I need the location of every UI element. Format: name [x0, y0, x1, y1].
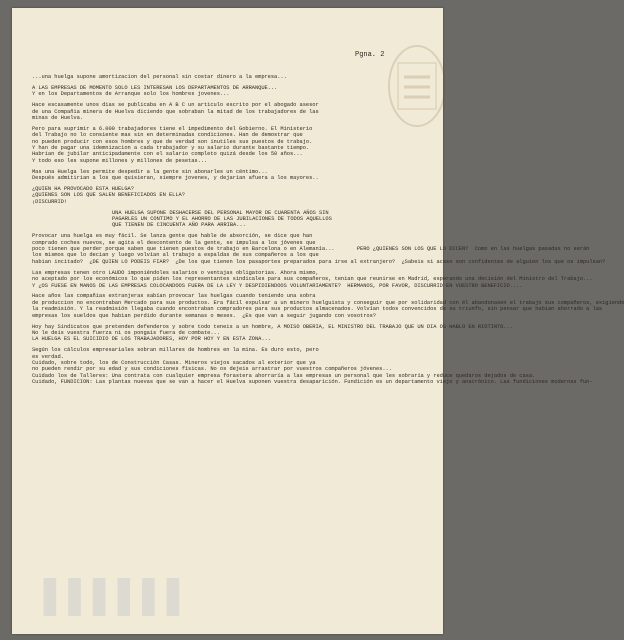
text-line: los mismos que lo decian y luego volvían al trabajo a espaldas de sus compañeros a los que: [32, 252, 319, 259]
text-line: PAGARLES UN CONTIMO Y EL AHORRO DE LAS JUBILACIONES DE TODOS AQUELLOS: [112, 216, 332, 223]
text-line: Cuidado, sobre todo, los de Construcción Casas. Mineros viejos sacados al exterior que ya: [32, 359, 316, 366]
text-line: ¿QUIENES SON LOS QUE SALEN BENEFICIADOS EN ELLA?: [32, 192, 185, 199]
text-line: minas de Huelva.: [32, 114, 83, 121]
text-line: Y han de pagar una idemnizacion a cada trabajador y su salario durante bastante tiempo.: [32, 145, 310, 152]
document-body: [32, 74, 624, 386]
text-line: no pueden producir con esos hombres y que de verdad son inutiles sus puestos de trabajo.: [32, 138, 313, 145]
text-line: ¡DISCURRID!: [32, 198, 68, 205]
text-line: de una Compañia minera de Huelva diciendo que sobraban la mitad de los trabajadores de las: [32, 108, 319, 115]
text-line: QUE TIENEN DE CINCUENTA AÑO PARA ARRIBA...: [112, 222, 246, 229]
paragraph: [32, 85, 434, 98]
text-line: Hace años las compañias extranjeras sabían provocar las huelgas cuando teniendo una sobra: [32, 293, 316, 300]
text-line: Pero para suprimir a 6.000 trabajadores tiene el impedimento del Gobierno. El Ministerio: [32, 125, 313, 132]
document-page: [12, 8, 624, 634]
paragraph: [32, 126, 434, 164]
page-number: Pgna. 2: [355, 51, 385, 59]
text-line: Según los cálculos empresariales sobran millares de hombres en la mina. Es duro esto, pero: [32, 347, 319, 354]
text-line: Las empresas tenen otro LAUDO imponiéndoles salarios o ventajas obligatorias. Ahora mismo,: [32, 269, 319, 276]
text-line: Mas una Huelga les permite despedir a la gente sin abonarles un céntimo...: [32, 168, 268, 175]
text-line: poco tienen que perder porque saben que tienen puestos de trabajo en Barcelona o en Alemanía... PERO ¿QUIENES SON LOS QUE LO DICEN? Como en las huelgas pasadas no serán: [32, 246, 590, 253]
paragraph: [32, 186, 434, 205]
paragraph: [32, 293, 624, 319]
paragraph: [32, 210, 434, 229]
text-line: Provocar una huelga es muy fácil. Se lanza gente que hable de absorción, se dice que han: [32, 233, 313, 240]
text-line: empresas los sueldos que habian perdido durante semanas o meses. ¿Es que van a seguir jugando con vosotros?: [32, 312, 376, 319]
text-line: ¿QUIEN HA PROVOCADO ESTA HUELGA?: [32, 185, 134, 192]
text-line: habian incitado? ¿DE QUIEN LO PODEIS FIAR? ¿De los que tienen los pasaportes preparados para irse al extranjero? ¿Sabeis si acaso son confidentes de alguien los que os impulsan?: [32, 258, 606, 265]
text-line: del Trabajo no lo consiente mas sin en determinadas condiciones. Han de demostrar que: [32, 132, 303, 139]
text-line: UNA HUELGA SUPONE DESHACERSE DEL PERSONAL MAYOR DE CUARENTA AÑOS SIN: [112, 209, 329, 216]
paragraph: [32, 74, 434, 80]
text-line: No le deis vuestra fuerza ni os pongais fuera de combate...: [32, 329, 220, 336]
text-line: ...una huelga supone amortizacion del personal sin costar dinero a la empresa...: [32, 74, 287, 80]
text-line: la readmisión. Y la readmisión llegaba cuando encontraban compradores para sus productos almacenados. Volvían todos convencidos de su triunfo, sin pensar que habian ahorrado a las: [32, 306, 603, 313]
text-line: comprado coches nuevos, se agita el descontento de la gente, se impulsa a los jóvenes que: [32, 239, 316, 246]
text-line: Cuidado, FUNDICION: Las plantas nuevas que se van a hacer el Huelva suponen vuestra desaparición. Fundición es un departamento viejo y anacrónico. Las fundiciones modernas fun-: [32, 379, 593, 386]
text-line: de produccion no encontraban Mercado para sus productos. Era fácil expulsar a un minero huelguista y conseguir que por solidaridad con él abandonasen el trabajo sus compañeros, exigiendo: [32, 299, 624, 306]
paragraph: [32, 233, 606, 265]
text-line: Y todo eso les supone millones y millones de pesetas...: [32, 157, 208, 164]
text-line: Cuidado los de Talleres: Una contrata con cualquier empresa forastera ahorraría a las empresas un personal que les sobraría y reduce quedaros dejados de casa.: [32, 372, 536, 379]
text-line: Y ¿OS FUESE EN MANOS DE LAS EMPRESAS COLOCANDOOS FUERA DE LA LEY Y DESPIDIENDOOS VOLUNTARIAMENTE? HERMANOS, POR FAVOR, DISCURRID EN VUESTRO BENEFICIO....: [32, 282, 523, 289]
paragraph: [32, 102, 434, 121]
paragraph: [32, 323, 513, 343]
text-line: es verdad.: [32, 353, 64, 360]
text-line: Y en los Departamentos de Arranque solo los hombres jovenes...: [32, 91, 230, 98]
faded-blue-stamp: [24, 568, 224, 638]
text-line: Hace escasamente unos dias se publicaba en A B C un articulo escrito por el abogado asesor: [32, 102, 319, 109]
text-line: no pueden rendir por su edad y sus condiciones físicas. No os dejeis arrastrar por vuestros compañeros jóvenes...: [32, 366, 392, 373]
text-line: Habrian de jubilar anticipadamente con el salario completo quizá desde los 50 años...: [32, 151, 303, 158]
paragraph: [32, 169, 434, 182]
svg-text:▌▌▌▌▌▌: ▌▌▌▌▌▌: [44, 578, 192, 616]
text-line: Hoy hay Sindicatos que pretenden defenderos y sobre todo teneis a un hombre, A MOISO OBERIA, EL MINISTRO DEL TRABAJO QUE UN DIA OS HABLO EN RIOTINTO...: [32, 323, 513, 330]
text-line: A LAS EMPRESAS DE MOMENTO SOLO LES INTERESAN LOS DEPARTAMENTOS DE ARRANQUE...: [32, 84, 278, 91]
paragraph: [32, 269, 593, 289]
text-line: Después admitirian a los que quisieran, siempre jovenes, y dejarian afuera a los mayores..: [32, 175, 319, 182]
text-line: LA HUELGA ES EL SUICIDIO DE LOS TRABAJADORES, HOY POR HOY Y EN ESTA ZONA...: [32, 336, 271, 343]
paragraph: [32, 347, 593, 386]
text-line: no aceptado por los económicos lo que piden los representantes sindicales para sus compañeros, tenian que reunirse en Madrid, esperando una decisión del Ministro del Trabajo...: [32, 276, 593, 283]
